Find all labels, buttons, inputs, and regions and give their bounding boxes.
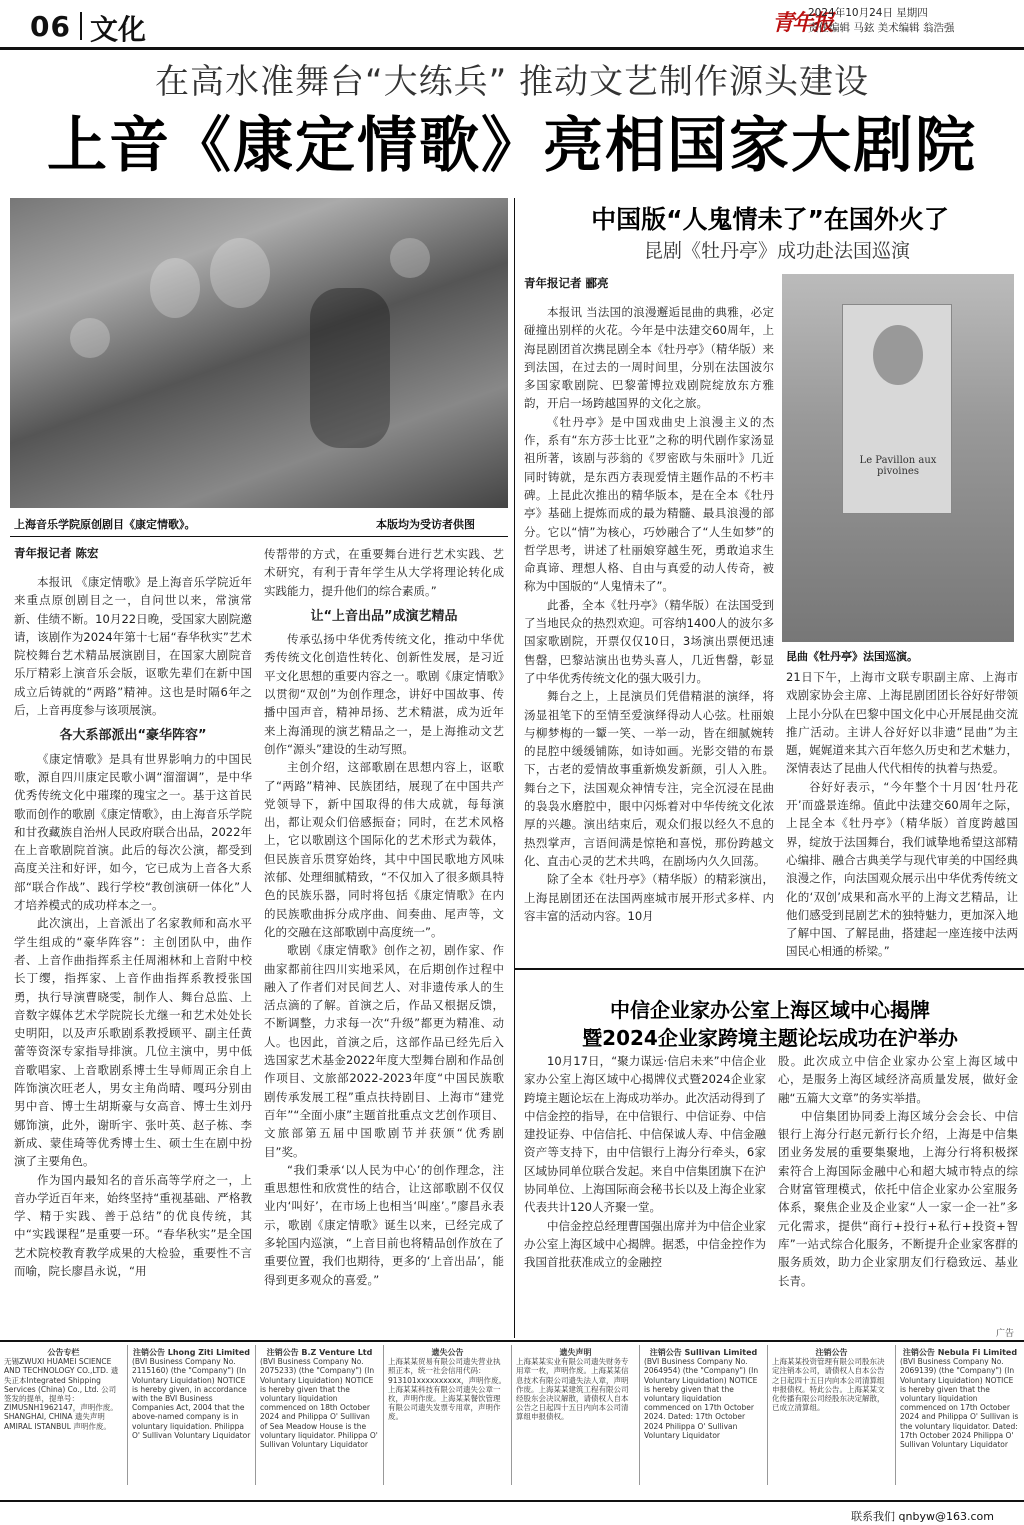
page-header [0, 0, 1024, 50]
header-divider [80, 12, 82, 40]
main-headline: 上音《康定情歌》亮相国家大剧院 [47, 111, 977, 181]
main-byline: 青年报记者 陈宏 [14, 546, 99, 560]
main-article-col2 [264, 545, 504, 1328]
paragraph: 股。此次成立中信企业家办公室上海区域中心，是服务上海区域经济高质量发展，做好金融“五篇大文章”的务实举措。 [778, 1054, 1018, 1105]
page-footer [0, 1500, 1024, 1525]
paragraph: 中信集团协同委上海区域分会会长、中信银行上海分行赵元新行长介绍，上海是中信集团业务发展的重要集聚地，上海分行将积极探索符合上海国际金融中心和超大城市特点的综合财富管理模式，依托中信企业家办公室服务体系，聚焦企业及企业家“人一家一企一社”多元化需求，提供“商行+投行+私行+投资+智库”一站式综合化服务，不断提升企业家客群的服务质效，助力企业家朋友们行稳致远、基业长青。 [778, 1108, 1018, 1288]
paragraph: 《牡丹亭》是中国戏曲史上浪漫主义的杰作，系有“东方莎士比亚”之称的明代剧作家汤显祖所著，该剧与莎翁的《罗密欧与朱丽叶》几近同时铸就，是东西方表现爱情主题作品的不朽丰碑。上昆此次推出的精华版本，是在全本《牡丹亭》基础上提炼而成的最为精髓、最具浪漫的部分。它以“情”为核心，巧妙融合了“人生如梦”的哲学思考，讲述了杜丽娘穿越生死，勇敢追求生命真谛、理想人格、自由与真爱的动人传奇，被称为中国版的“人鬼情未了”。 [524, 414, 774, 594]
paragraph: 此次演出，上音派出了名家教师和高水平学生组成的“豪华阵容”：主创团队中，曲作者、上音作曲指挥系主任周湘林和上音附中校长丁缨，指挥家、上音作曲指挥系教授张国勇，执行导演曹晓雯，制作人、舞台总监、上音数字媒体艺术学院院长尤继一和艺术处处长史明阳，以及声乐歌剧系教授顾平、副主任黄蕾等资深专家指导排演。几位主演中，男中低音歌唱家、上音歌剧系博士生导师周正余自上阵饰演次旺老人，男女主角尚晴、嘎玛分别由男中音、博士生胡斯豪与女高音、博士生刘丹娜饰演，此外，谢昕宇、张叶英、赵子栋、李新成、蒙佳琦等优秀博士生、硕士生在剧中扮演了主要角色。 [14, 916, 252, 1169]
main-article-col1 [14, 573, 252, 1328]
subheading: 让“上音出品”成演艺精品 [310, 608, 458, 624]
poster [842, 304, 952, 514]
paragraph: 谷好好表示，“今年整个十月因‘牡丹花开’而盛景连绵。值此中法建交60周年之际，上昆全本《牡丹亭》（精华版）首度跨越国界，绽放于法国舞台，我们诚挚地希望这部精心编排、融合古典美学与现代审美的中国经典浪漫之作，向法国观众展示出中华优秀传统文化的‘双创’成果和高水平的上海文艺精品，让他们感受到昆剧艺术的独特魅力，更加深入地了解中国、了解昆曲，搭建起一座连接中法两国民心相通的桥梁。” [786, 779, 1018, 959]
main-photo [10, 198, 508, 508]
newspaper-logo: 青年报 [772, 10, 833, 36]
story2-photo [782, 274, 1014, 642]
masthead-info [808, 6, 955, 36]
story2-col1 [524, 303, 774, 963]
opera-figure-icon [873, 325, 923, 385]
paragraph: 作为国内最知名的音乐高等学府之一，上音办学近百年来，始终坚持“重视基础、严格教学、精于实践、善于总结”的优良传统，其中“实践课程”是重要一环。“春华秋实”是全国艺术院校教育教学成果的大检验，重要性不言而喻，院长廖昌永说，“用 [14, 1172, 252, 1278]
story2-title: 中国版“人鬼情未了”在国外火了 [591, 205, 949, 234]
subheading: 各大系部派出“豪华阵容” [59, 728, 207, 744]
section-name: 文化 [90, 13, 147, 46]
notice-block: 注销公告 上海某某投资管理有限公司股东决定注销本公司，请债权人自本公告之日起四十五日内向本公司清算组申报债权。特此公告。上海某某文化传播有限公司经股东决定解散，已成立清算组。 [768, 1345, 896, 1485]
notice-block: 注销公告 Nebula Fi Limited (BVI Business Company No. 2069139) (the "Company") (In Voluntary Liquidation) NOTICE is hereby given that the voluntary liquidation commenced on 17th October 2024 and Philippa O' Sullivan is the voluntary liquidator. Dated: 17th October 2024 Philippa O' Sullivan Voluntary Liquidator [900, 1348, 1019, 1450]
notice-block: 注销公告 Sullivan Limited (BVI Business Company No. 2064954) (the "Company") (In Voluntary Liquidation) NOTICE is hereby given that the voluntary liquidation commenced on 17th October 2024. Dated: 17th October 2024 Philippa O' Sullivan Voluntary Liquidator [640, 1345, 768, 1485]
notice-block: 注销公告 B.Z Venture Ltd (BVI Business Company No. 2075233) (the "Company") (In Voluntary Liquidation) NOTICE is hereby given that the voluntary liquidation commenced on 18th October 2024 and Philippa O' Sullivan of Sea Meadow House is the voluntary liquidator. Philippa O' Sullivan Voluntary Liquidator [256, 1345, 384, 1485]
paragraph: 歌剧《康定情歌》创作之初，剧作家、作曲家都前往四川实地采风，在后期创作过程中融入了作者们对民间艺人、对非遗传承人的生活点滴的了解。首演之后，作品又根据反馈，不断调整，力求每一次“升级”都更为精准、动人。也因此，首演之后，这部作品已经先后入选国家艺术基金2022年度大型舞台剧和作品创作项目、文旅部2022-2023年度“中国民族歌剧传承发展工程”重点扶持剧目、上海市“建党百年”“全面小康”主题首批重点文艺创作项目、文旅部第五届中国歌剧节并获颁“优秀剧目”奖。 [264, 943, 504, 1159]
paragraph: 除了全本《牡丹亭》（精华版）的精彩演出，上海昆剧团还在法国两座城市展开形式多样、内容丰富的活动内容。10月 [524, 872, 774, 923]
paragraph: “我们秉承‘以人民为中心’的创作理念，注重思想性和欣赏性的结合，让这部歌剧不仅仅业内‘叫好’，在市场上也相当‘叫座’。”廖昌永表示，歌剧《康定情歌》诞生以来，已经完成了多轮国内巡演，“上音目前也将精品创作放在了重要位置，我们也期待，更多的‘上音出品’，能得到更多观众的喜爱。” [264, 1162, 504, 1287]
notices-top-rule [0, 1340, 1024, 1342]
paragraph: 《康定情歌》是具有世界影响力的中国民歌，源自四川康定民歌小调“溜溜调”，是中华优秀传统文化中璀璨的瑰宝之一。基于这首民歌而创作的歌剧《康定情歌》，由上海音乐学院和甘孜藏族自治州人民政府联合出品，2022年在上音歌剧院首演。此后的每次公演，都受到高度关注和好评，如今，它已成为上音各大系部“联合作战”、践行学校“教创演研一体化”人才培养模式的成功样本之一。 [14, 751, 252, 913]
column-rule [10, 536, 508, 537]
paragraph: 舞台之上，上昆演员们凭借精湛的演绎，将汤显祖笔下的至情至爱演绎得动人心弦。杜丽娘与柳梦梅的一颦一笑、一举一动，皆在细腻婉转的昆腔中缓缓铺陈，如诗如画。光影交错的布景下，古老的爱情故事重新焕发新颜，引人入胜。舞台之下，法国观众神情专注，完全沉浸在昆曲的袅袅水磨腔中，眼中闪烁着对中华传统文化浓厚的兴趣。演出结束后，观众们报以经久不息的热烈掌声，言语间满是惊艳和喜悦，那份跨越文化、直击心灵的艺术共鸣，在剧场内久久回荡。 [524, 689, 774, 868]
paragraph: 传承弘扬中华优秀传统文化，推动中华优秀传统文化创造性转化、创新性发展，是习近平文化思想的重要内容之一。歌剧《康定情歌》以贯彻“双创”为创作理念，讲好中国故事、传播中国声音，精神昂扬、艺术精湛，成为近年来上海涌现的演艺精品之一，是上海推动文艺创作“源头”建设的生动写照。 [264, 632, 504, 756]
story2-byline: 青年报记者 郦亮 [524, 276, 609, 290]
date-line: 2024年10月24日 星期四 [808, 7, 928, 19]
main-kicker: 在高水准舞台“大练兵” 推动文艺制作源头建设 [154, 62, 870, 102]
ad-mark: 广告 [996, 1329, 1015, 1339]
notice-block: 公告专栏 无锡ZWUXI HUAMEI SCIENCE AND TECHNOLOGY CO.,LTD. 遗失正本Integrated Shipping Services (China) Co., Ltd. 公司签发的提单，提单号：ZIMUSNH1962147，声明作废。SHANGHAI, CHINA 遗失声明 AMIRAL ISTANBUL 声明作废。 [0, 1345, 128, 1485]
main-photo-credit: 本版均为受访者供图 [376, 518, 475, 531]
notice-block: 遗失声明 上海某某实业有限公司遗失财务专用章一枚，声明作废。上海某某信息技术有限公司遗失法人章，声明作废。上海某某建筑工程有限公司经股东会决议解散，请债权人自本公告之日起四十五日内向本公司清算组申报债权。 [512, 1345, 640, 1485]
footer-contact[interactable]: 联系我们 qnbyw@163.com [851, 1510, 994, 1523]
notice-block: 遗失公告 上海某某贸易有限公司遗失营业执照正本，统一社会信用代码：913101xxxxxxxxxx，声明作废。上海某某科技有限公司遗失公章一枚，声明作废。上海某某餐饮管理有限公司遗失发票专用章，声明作废。 [384, 1345, 512, 1485]
paragraph: 10月17日，“聚力谋远·信启未来”中信企业家办公室上海区域中心揭牌仪式暨2024企业家跨境主题论坛在上海成功举办。此次活动得到了中信金控的指导，在中信银行、中信证券、中信建投证券、中信信托、中信保诚人寿、中信金融资产等支持下，由中信银行上海分行牵头，6家区域协同单位联合发起。来自中信集团旗下在沪协同单位、上海国际商会秘书长以及上海企业家代表共计120人齐聚一堂。 [524, 1054, 766, 1215]
editors-line: 责任编辑 马鉉 美术编辑 翁浩强 [808, 22, 955, 34]
poster-title: Le Pavillon aux pivoines [859, 455, 937, 477]
story3-title-line1: 中信企业家办公室上海区域中心揭牌 [610, 998, 930, 1022]
notice-block: 注销公告 Lhong Ziti Limited (BVI Business Company No. 2115160) (the "Company") (In Voluntary Liquidation) NOTICE is hereby given, in accordance with the BVI Business Companies Act, 2004 that the above-named company is in voluntary liquidation. Philippa O' Sullivan Voluntary Liquidator [128, 1345, 256, 1485]
paragraph: 此番，全本《牡丹亭》（精华版）在法国受到了当地民众的热烈欢迎。可容纳1400人的波尔多国家歌剧院，开票仅仅10日，3场演出票便迅速售罄，巴黎站演出也势头喜人，几近售罄，彰显了中华优秀传统文化的强大吸引力。 [524, 597, 774, 685]
vertical-rule [514, 198, 515, 1338]
paragraph: 本报讯 当法国的浪漫邂逅昆曲的典雅，必定碰撞出别样的火花。今年是中法建交60周年，上海昆剧团首次携昆剧全本《牡丹亭》（精华版）来到法国，在过去的一周时间里，分别在法国波尔多国家歌剧院、巴黎蕾博拉戏剧院绽放东方雅韵，开启一场跨越国界的文化之旅。 [524, 305, 774, 411]
paragraph: 本报讯 《康定情歌》是上海音乐学院近年来重点原创剧目之一，自问世以来，常演常新、佳绩不断。10月22日晚，受国家大剧院邀请，该剧作为2024年第十七届“春华秋实”艺术院校舞台艺术精品展演剧目，在国家大剧院音乐厅精彩上演音乐会版，讴歌先辈们在新中国成立后铸就的“两路”精神。这也是时隔6年之后，上音再度参与该项展演。 [14, 575, 252, 718]
paragraph: 中信金控总经理曹国强出席并为中信企业家办公室上海区域中心揭牌。据悉，中信金控作为我国首批获准成立的金融控 [524, 1218, 766, 1270]
paragraph: 21日下午，上海市文联专职副主席、上海市戏剧家协会主席、上海昆剧团团长谷好好带领上昆小分队在巴黎中国文化中心开展昆曲交流推广活动。主讲人谷好好以非遗“昆曲”为主题，娓娓道来其六百年悠久历史和艺术魅力，深情表达了昆曲人代代相传的执着与热爱。 [786, 670, 1018, 776]
story3-title-line2: 暨2024企业家跨境主题论坛成功在沪举办 [582, 1026, 958, 1050]
page-number: 06 [30, 10, 71, 43]
section-rule [514, 968, 1024, 970]
story3-col1 [524, 1052, 766, 1337]
paragraph: 传帮带的方式，在重要舞台进行艺术实践、艺术研究，有利于青年学生从大学将理论转化成实践能力，提升他们的综合素质。” [264, 547, 504, 598]
main-photo-caption: 上海音乐学院原创剧目《康定情歌》。 [14, 518, 196, 531]
story2-photo-caption: 昆曲《牡丹亭》法国巡演。 [786, 650, 918, 663]
story2-col2 [786, 668, 1018, 963]
paragraph: 主创介绍，这部歌剧在思想内容上，讴歌了“两路”精神、民族团结，展现了在中国共产党领导下，新中国取得的伟大成就，每每演出，都让观众们倍感振奋；同时，在艺术风格上，它以歌剧这个国际化的艺术形式为载体，但民族音乐贯穿始终，其中中国民歌地方风味浓郁、处理细腻精致，“不仅加入了很多颇具特色的民族乐器，同时将包括《康定情歌》在内的民族歌曲拆分成序曲、间奏曲、尾声等，文化的交融在这部歌剧中高度统一”。 [264, 760, 504, 939]
story2-subtitle: 昆剧《牡丹亭》成功赴法国巡演 [643, 240, 910, 262]
story3-col2 [778, 1052, 1018, 1337]
